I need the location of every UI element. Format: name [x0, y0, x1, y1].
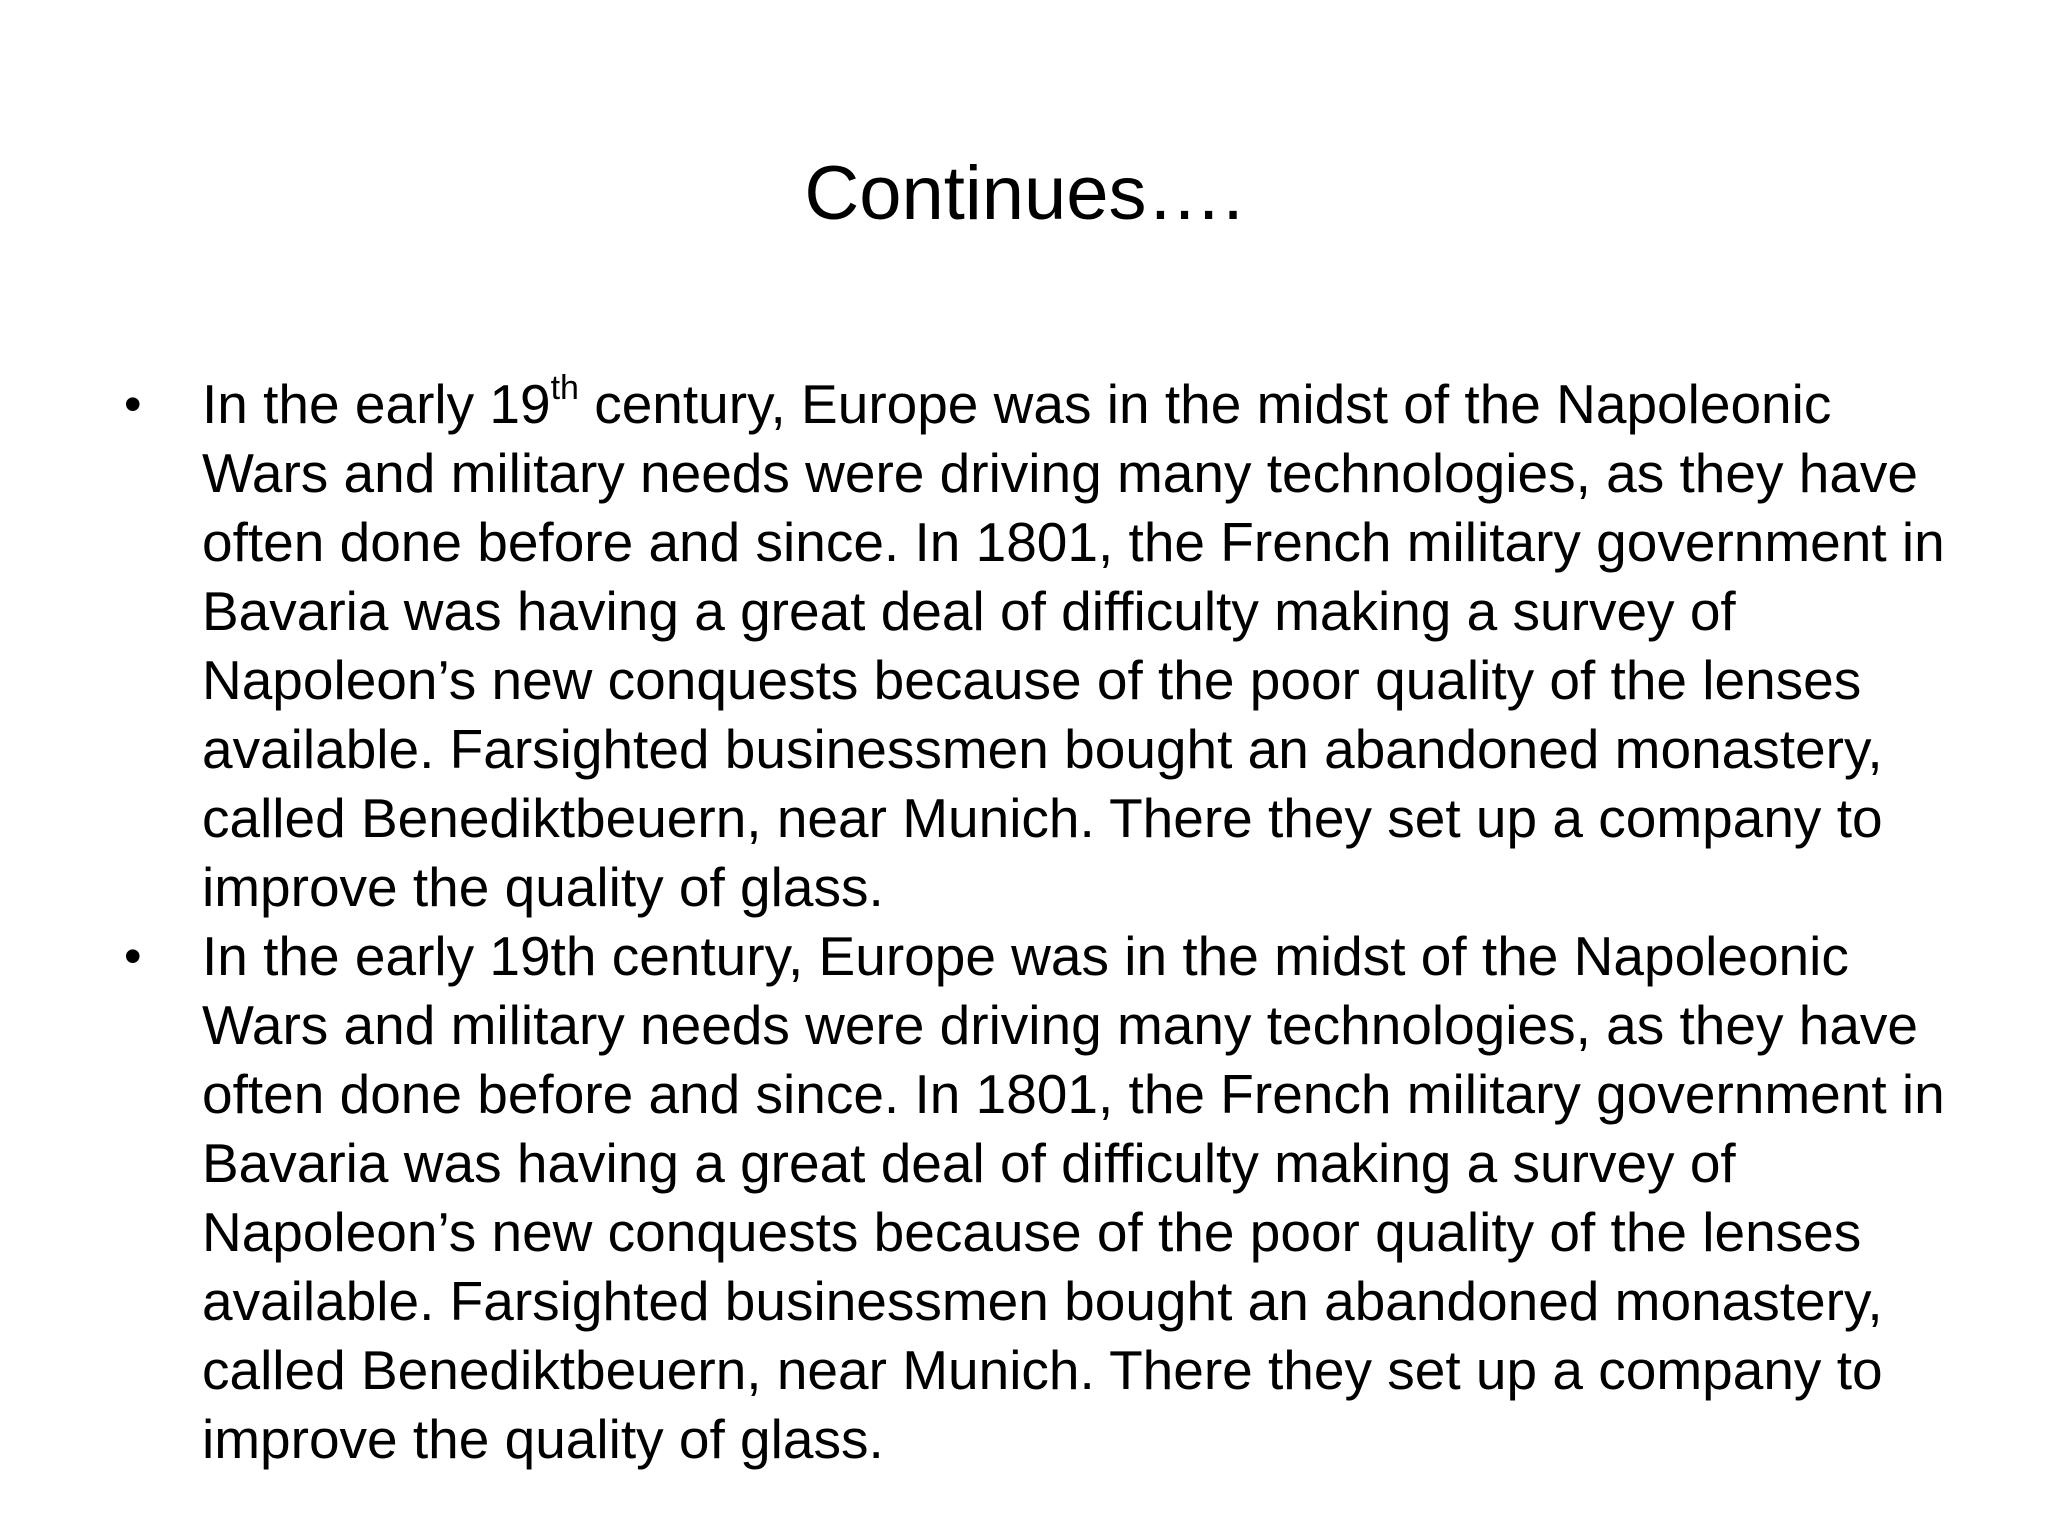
- bullet-text-1: [202, 369, 1945, 918]
- bullet-text-1-rest: century, Europe was in the midst of the Napoleonic Wars and military needs were driving many technologies, as they have often done before and since. In 1801, the French military government in Bavaria was having a great deal of difficulty making a survey of Napoleon’s new conquests because of the poor quality of the lenses available. Farsighted businessmen bought an abandoned monastery, called Benediktbeuern, near Munich. There they set up a company to improve the quality of glass.: [202, 373, 1945, 918]
- bullet-item-2: [124, 922, 1962, 1474]
- bullet-text-1-start: In the early 19: [202, 373, 551, 435]
- slide-title: Continues….: [804, 151, 1244, 236]
- bullet-icon: •: [124, 928, 142, 984]
- bullet-icon: •: [124, 376, 142, 432]
- bullet-list: [0, 370, 2048, 1474]
- bullet-item-1: [124, 369, 1962, 922]
- ordinal-superscript: th: [550, 369, 579, 407]
- bullet-text-2: In the early 19th century, Europe was in the midst of the Napoleonic Wars and military needs were driving many technologies, as they have often done before and since. In 1801, the French military government in Bavaria was having a great deal of difficulty making a survey of Napoleon’s new conquests because of the poor quality of the lenses available. Farsighted businessmen bought an abandoned monastery, called Benediktbeuern, near Munich. There they set up a company to improve the quality of glass.: [202, 925, 1945, 1470]
